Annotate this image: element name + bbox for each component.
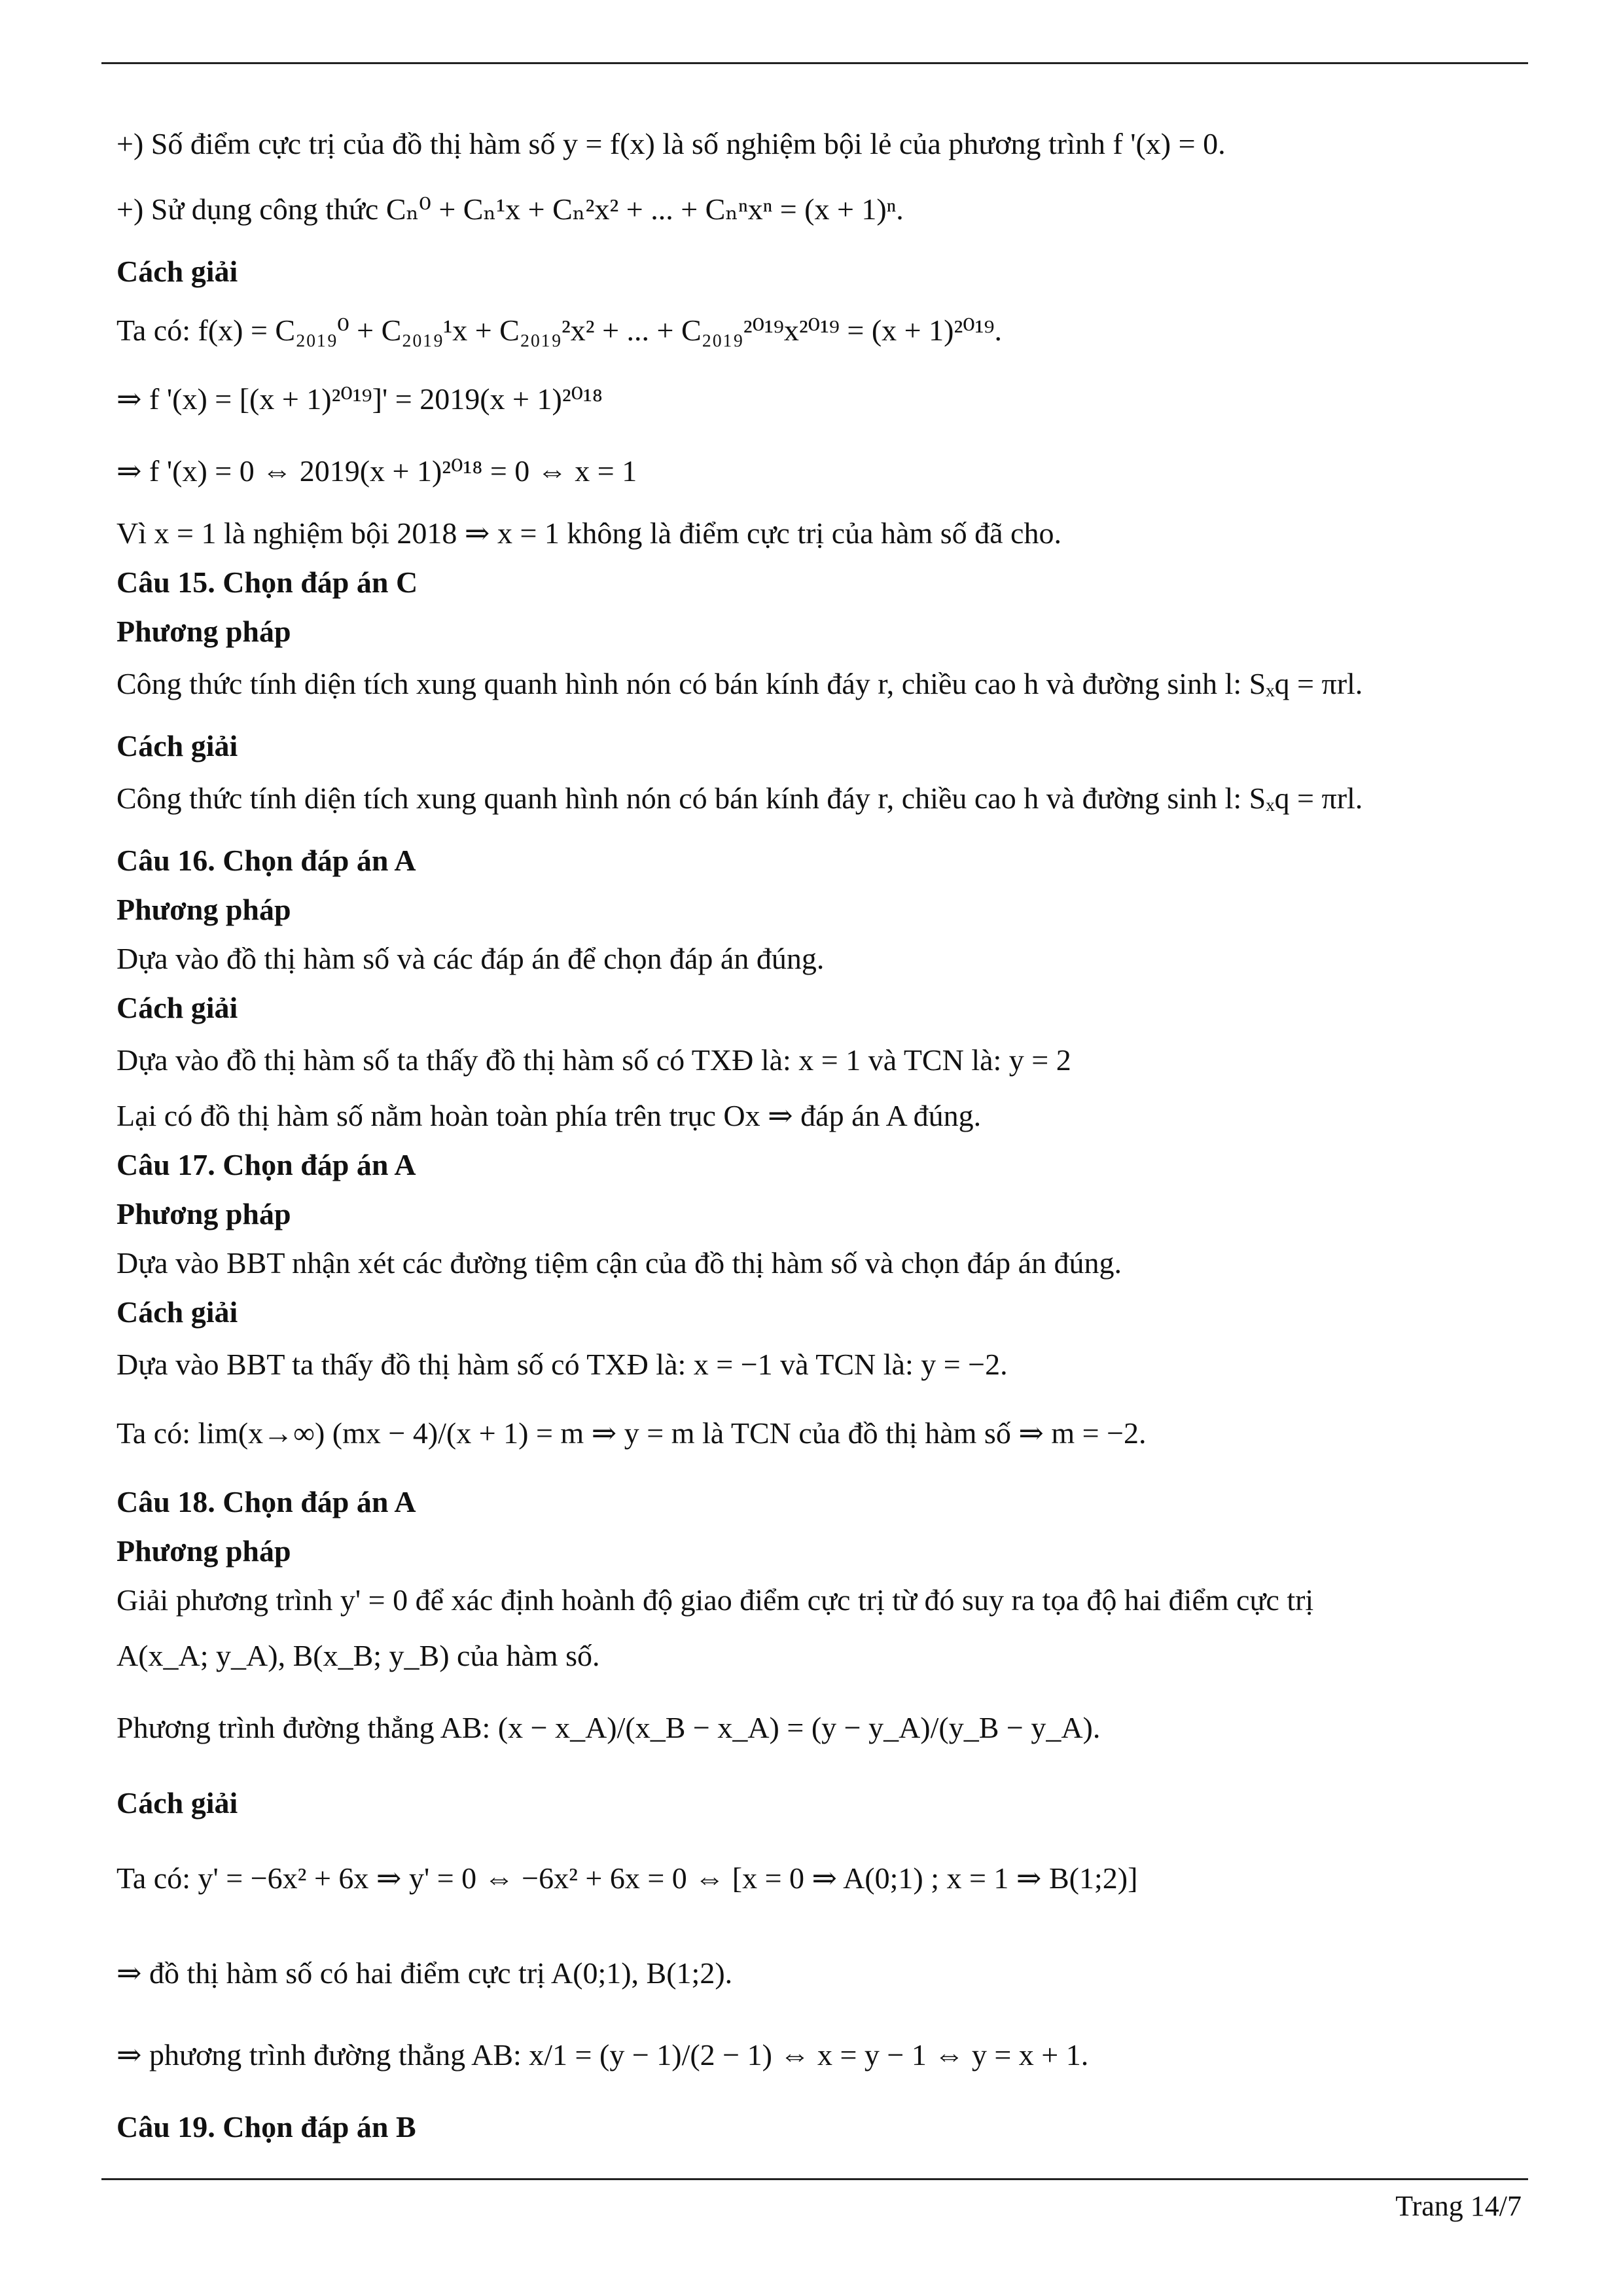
text-line: Dựa vào đồ thị hàm số và các đáp án để chọn đáp án đúng. (116, 942, 825, 975)
section-heading: Cách giải (116, 991, 238, 1024)
text-line: Dựa vào đồ thị hàm số ta thấy đồ thị hàm số có TXĐ là: x = 1 và TCN là: y = 2 (116, 1043, 1071, 1077)
question-heading: Câu 19. Chọn đáp án B (116, 2110, 416, 2144)
section-heading: Cách giải (116, 729, 238, 762)
text-line: Vì x = 1 là nghiệm bội 2018 ⇒ x = 1 không là điểm cực trị của hàm số đã cho. (116, 516, 1061, 550)
text-line: ⇒ phương trình đường thẳng AB: x/1 = (y − 1)/(2 − 1) ⇔ x = y − 1 ⇔ y = x + 1. (116, 2038, 1089, 2072)
text-line: Công thức tính diện tích xung quanh hình nón có bán kính đáy r, chiều cao h và đường sinh l: Sₓq = πrl. (116, 781, 1363, 815)
text-line: ⇒ f '(x) = [(x + 1)²⁰¹⁹]' = 2019(x + 1)²⁰¹⁸ (116, 382, 603, 416)
text-line: Công thức tính diện tích xung quanh hình nón có bán kính đáy r, chiều cao h và đường sinh l: Sₓq = πrl. (116, 667, 1363, 700)
question-heading: Câu 17. Chọn đáp án A (116, 1148, 416, 1181)
text-line: Phương trình đường thẳng AB: (x − x_A)/(x_B − x_A) = (y − y_A)/(y_B − y_A). (116, 1711, 1101, 1744)
text-line: Giải phương trình y' = 0 để xác định hoành độ giao điểm cực trị từ đó suy ra tọa độ hai điểm cực trị (116, 1583, 1314, 1617)
text-line: Ta có: y' = −6x² + 6x ⇒ y' = 0 ⇔ −6x² + 6x = 0 ⇔ [x = 0 ⇒ A(0;1) ; x = 1 ⇒ B(1;2)] (116, 1861, 1138, 1895)
text-line: A(x_A; y_A), B(x_B; y_B) của hàm số. (116, 1639, 600, 1672)
section-heading: Phương pháp (116, 1197, 291, 1230)
question-heading: Câu 18. Chọn đáp án A (116, 1485, 416, 1518)
text-line: Dựa vào BBT nhận xét các đường tiệm cận của đồ thị hàm số và chọn đáp án đúng. (116, 1246, 1122, 1280)
section-heading: Cách giải (116, 1295, 238, 1329)
text-line: ⇒ f '(x) = 0 ⇔ 2019(x + 1)²⁰¹⁸ = 0 ⇔ x = 1 (116, 454, 637, 488)
header-rule (101, 62, 1528, 64)
text-line: Ta có: lim(x→∞) (mx − 4)/(x + 1) = m ⇒ y = m là TCN của đồ thị hàm số ⇒ m = −2. (116, 1416, 1147, 1450)
footer-rule (101, 2178, 1528, 2180)
text-line: ⇒ đồ thị hàm số có hai điểm cực trị A(0;1), B(1;2). (116, 1956, 733, 1990)
section-heading: Phương pháp (116, 615, 291, 648)
section-heading: Phương pháp (116, 893, 291, 926)
text-line: +) Sử dụng công thức Cₙ⁰ + Cₙ¹x + Cₙ²x² + ... + Cₙⁿxⁿ = (x + 1)ⁿ. (116, 192, 904, 226)
section-heading: Cách giải (116, 255, 238, 288)
question-heading: Câu 16. Chọn đáp án A (116, 844, 416, 877)
text-line: Dựa vào BBT ta thấy đồ thị hàm số có TXĐ là: x = −1 và TCN là: y = −2. (116, 1348, 1008, 1381)
text-line: +) Số điểm cực trị của đồ thị hàm số y = f(x) là số nghiệm bội lẻ của phương trình f '(x) = 0. (116, 127, 1226, 160)
question-heading: Câu 15. Chọn đáp án C (116, 565, 418, 599)
page-number: Trang 14/7 (1395, 2190, 1522, 2222)
text-line: Ta có: f(x) = C₂₀₁₉⁰ + C₂₀₁₉¹x + C₂₀₁₉²x² + ... + C₂₀₁₉²⁰¹⁹x²⁰¹⁹ = (x + 1)²⁰¹⁹. (116, 314, 1003, 347)
text-line: Lại có đồ thị hàm số nằm hoàn toàn phía trên trục Ox ⇒ đáp án A đúng. (116, 1099, 982, 1132)
section-heading: Phương pháp (116, 1534, 291, 1568)
section-heading: Cách giải (116, 1786, 238, 1820)
